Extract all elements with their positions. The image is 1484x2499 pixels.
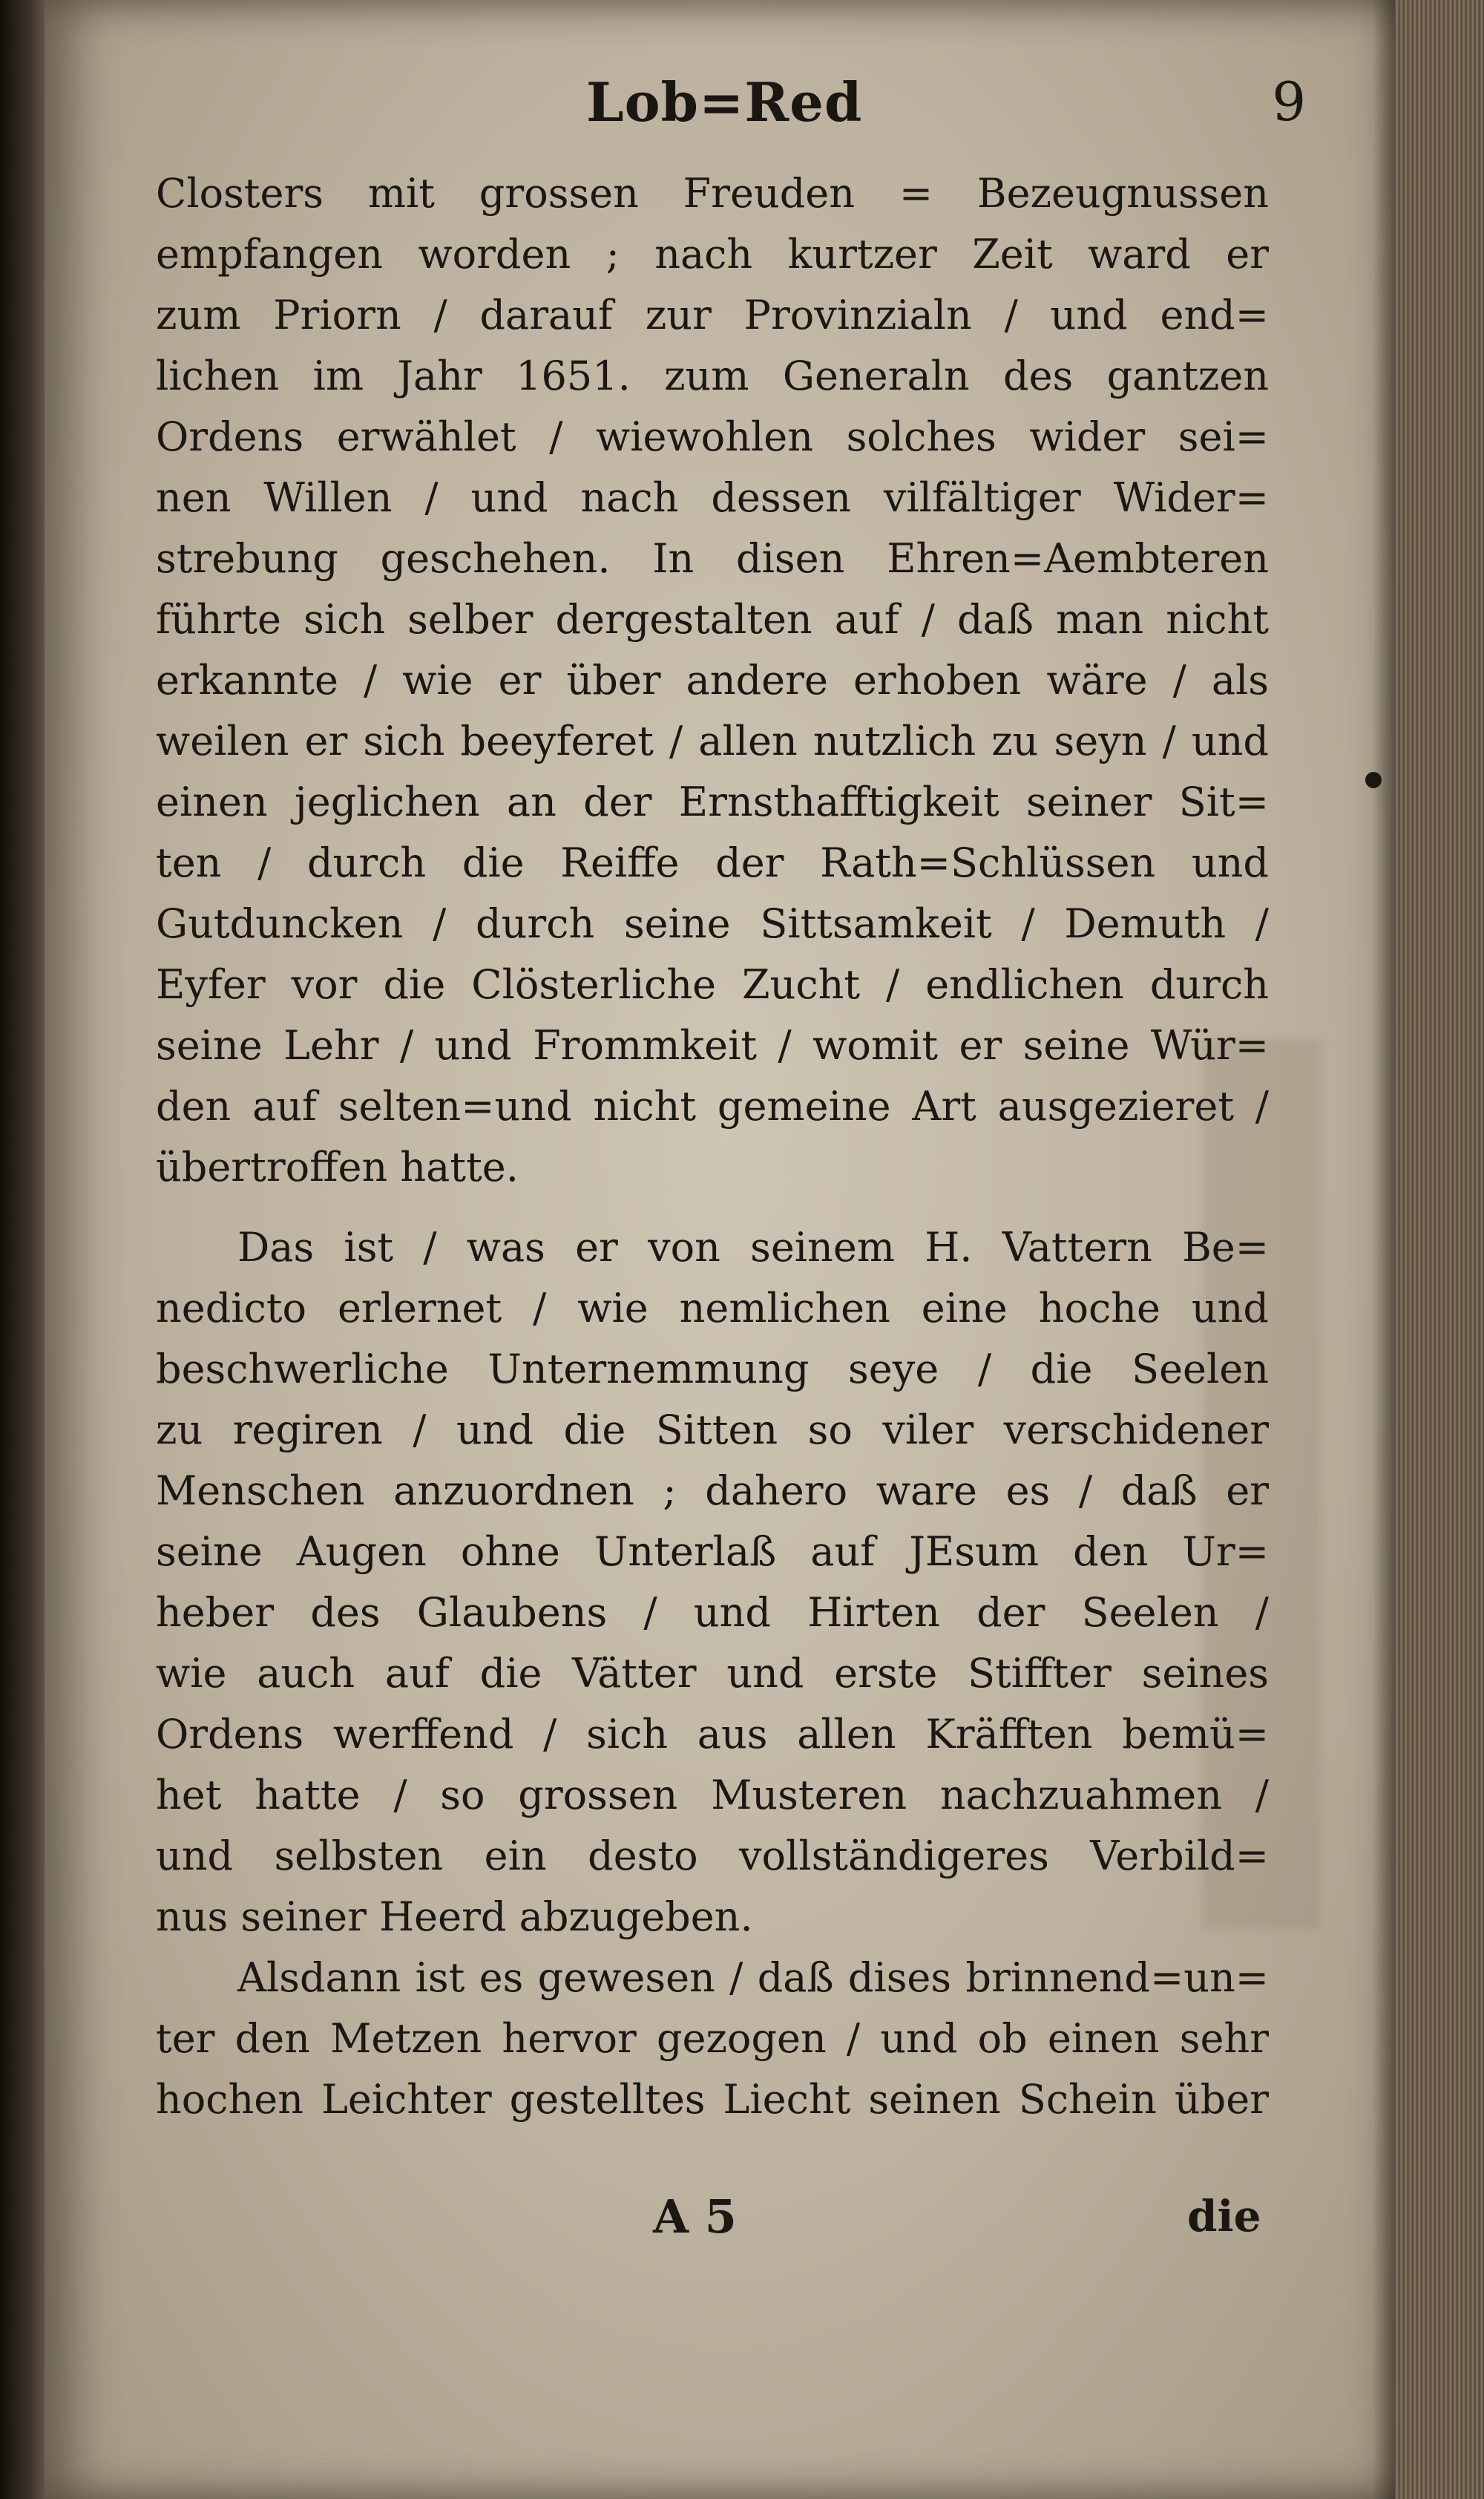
text-line: seine Lehr / und Frommkeit / womit er seine Wür= <box>156 1022 1269 1069</box>
text-line: lichen im Jahr 1651. zum Generaln des gantzen <box>156 353 1269 399</box>
text-line: erkannte / wie er über andere erhoben wäre / als <box>156 657 1269 704</box>
text-line: einen jeglichen an der Ernsthafftigkeit seiner Sit= <box>156 779 1269 825</box>
text-line: empfangen worden ; nach kurtzer Zeit ward er <box>156 231 1269 278</box>
text-line: seine Augen ohne Unterlaß auf JEsum den Ur= <box>156 1528 1269 1575</box>
text-line: Ordens erwählet / wiewohlen solches wider sei= <box>156 413 1269 460</box>
text-line: heber des Glaubens / und Hirten der Seelen / <box>156 1589 1269 1636</box>
page-number: 9 <box>1272 71 1306 133</box>
text-line: weilen er sich beeyferet / allen nutzlich zu seyn / und <box>156 718 1269 764</box>
text-line: ter den Metzen hervor gezogen / und ob einen sehr <box>156 2015 1269 2062</box>
text-line: Closters mit grossen Freuden = Bezeugnussen <box>156 170 1269 217</box>
text-line: Alsdann ist es gewesen / daß dises brinnend=un= <box>237 1954 1269 2001</box>
page-sheet <box>45 0 1406 2499</box>
text-line: strebung geschehen. In disen Ehren=Aembteren <box>156 535 1269 582</box>
text-line: Eyfer vor die Clösterliche Zucht / endlichen durch <box>156 961 1269 1008</box>
text-line: nen Willen / und nach dessen vilfältiger Wider= <box>156 474 1269 521</box>
text-line: Ordens werffend / sich aus allen Kräfften bemü= <box>156 1711 1269 1758</box>
text-line: het hatte / so grossen Musteren nachzuahmen / <box>156 1772 1269 1818</box>
text-line: nedicto erlernet / wie nemlichen eine hoche und <box>156 1285 1269 1332</box>
paragraph-gap <box>156 1198 1269 1217</box>
catchword: die <box>1187 2191 1261 2241</box>
text-line: Gutduncken / durch seine Sittsamkeit / Demuth / <box>156 900 1269 947</box>
text-line: hochen Leichter gestelltes Liecht seinen Schein über <box>156 2076 1269 2123</box>
text-line: Das ist / was er von seinem H. Vattern Be= <box>237 1224 1269 1271</box>
text-line: beschwerliche Unternemmung seye / die Seelen <box>156 1346 1269 1392</box>
text-line: übertroffen hatte. <box>156 1144 519 1190</box>
signature-mark: A 5 <box>653 2190 737 2244</box>
text-line: und selbsten ein desto vollständigeres Verbild= <box>156 1833 1269 1879</box>
body-text <box>156 163 1269 2130</box>
text-line: Menschen anzuordnen ; dahero ware es / daß er <box>156 1467 1269 1514</box>
text-line: führte sich selber dergestalten auf / daß man nicht <box>156 596 1269 643</box>
page-header <box>148 71 1306 152</box>
text-line: zum Priorn / darauf zur Provinzialn / und end= <box>156 292 1269 338</box>
text-line: zu regiren / und die Sitten so viler verschidener <box>156 1406 1269 1453</box>
text-line: ten / durch die Reiffe der Rath=Schlüssen und <box>156 839 1269 886</box>
running-head: Lob=Red <box>586 71 863 134</box>
text-line: den auf selten=und nicht gemeine Art ausgezieret / <box>156 1083 1269 1130</box>
page-edges <box>1395 0 1484 2499</box>
text-line: wie auch auf die Vätter und erste Stiffter seines <box>156 1650 1269 1697</box>
text-line: nus seiner Heerd abzugeben. <box>156 1893 753 1940</box>
